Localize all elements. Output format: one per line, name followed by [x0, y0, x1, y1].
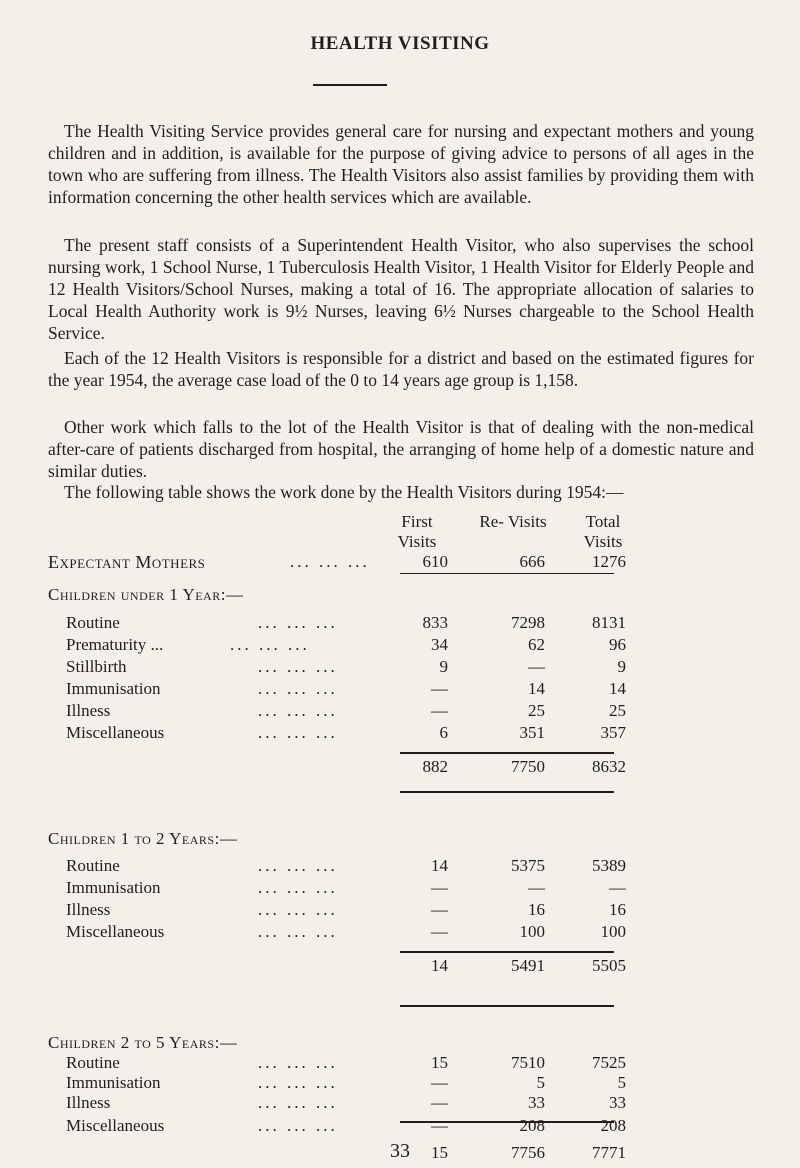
leader-dots: ... ... ... — [258, 922, 338, 941]
cell-revisits: 62 — [528, 635, 545, 654]
cell-revisits: 5375 — [511, 856, 545, 875]
table-row — [0, 701, 800, 721]
row-label: Stillbirth — [66, 657, 127, 676]
section-heading: Children under 1 Year:— — [48, 585, 244, 604]
table-row — [0, 679, 800, 699]
cell-first: — — [431, 900, 448, 919]
cell-total: 1276 — [592, 552, 626, 571]
cell-first: 9 — [439, 657, 448, 676]
cell-total: 16 — [609, 900, 626, 919]
leader-dots: ... ... ... — [258, 900, 338, 919]
leader-dots: ... ... ... — [230, 635, 310, 654]
expectant-mothers-row — [0, 552, 800, 572]
cell-total: 9 — [617, 657, 626, 676]
section-heading: Children 2 to 5 Years:— — [48, 1033, 238, 1052]
column-header-total-visits: Total Visits — [583, 512, 623, 551]
row-label: Routine — [66, 1053, 120, 1072]
leader-dots: ... ... ... — [258, 1053, 338, 1072]
totals-row — [0, 757, 800, 777]
cell-first: 14 — [431, 856, 448, 875]
cell-first: — — [431, 1073, 448, 1092]
paragraph-2: The present staff consists of a Superintendent Health Visitor, who also supervises the school nursing work, 1 School Nurse, 1 Tuberculosis Health Visitor, 1 Health Visitor for Elderly People and 12 Health Visitors/School Nurses, making a total of 16. The appropriate allocation of salaries to Local Health Authority work is 9½ Nurses, leaving 6½ Nurses chargeable to the School Health Service. — [48, 235, 754, 343]
totals-rule — [400, 752, 614, 754]
table-rule — [400, 573, 614, 574]
row-label: Immunisation — [66, 679, 161, 698]
cell-first: — — [431, 878, 448, 897]
total-first: 15 — [431, 1143, 448, 1162]
cell-first: 15 — [431, 1053, 448, 1072]
title-divider — [313, 84, 387, 86]
table-row — [0, 1116, 800, 1136]
row-label: Routine — [66, 613, 120, 632]
cell-first: 6 — [439, 723, 448, 742]
page-number: 33 — [390, 1140, 410, 1162]
leader-dots: ... ... ... — [258, 701, 338, 720]
leader-dots: ... ... ... — [290, 552, 370, 571]
table-row — [0, 635, 800, 655]
table-row — [0, 1073, 800, 1093]
leader-dots: ... ... ... — [258, 723, 338, 742]
cell-total: — — [609, 878, 626, 897]
cell-total: 5389 — [592, 856, 626, 875]
cell-first: 610 — [422, 552, 448, 571]
cell-total: 208 — [600, 1116, 626, 1135]
row-label: Prematurity ... — [66, 635, 164, 654]
total-first: 14 — [431, 956, 448, 975]
total-revisits: 5491 — [511, 956, 545, 975]
cell-first: — — [431, 679, 448, 698]
paragraph-4: Other work which falls to the lot of the Health Visitor is that of dealing with the non-medical after-care of patients discharged from hospital, the arranging of home help of a domestic nature and similar duties. — [48, 417, 754, 481]
table-row — [0, 657, 800, 677]
table-row — [0, 1093, 800, 1113]
row-label: Immunisation — [66, 1073, 161, 1092]
column-header-revisits: Re- Visits — [479, 512, 547, 531]
cell-first: 833 — [422, 613, 448, 632]
leader-dots: ... ... ... — [258, 1073, 338, 1092]
row-label: Illness — [66, 900, 111, 919]
column-header-first-visits: First Visits — [397, 512, 437, 551]
cell-revisits: 16 — [528, 900, 545, 919]
cell-revisits: 7298 — [511, 613, 545, 632]
total-total: 5505 — [592, 956, 626, 975]
totals-rule — [400, 791, 614, 793]
total-total: 8632 — [592, 757, 626, 776]
page-title: HEALTH VISITING — [310, 33, 490, 54]
cell-revisits: 14 — [528, 679, 545, 698]
leader-dots: ... ... ... — [258, 679, 338, 698]
leader-dots: ... ... ... — [258, 856, 338, 875]
leader-dots: ... ... ... — [258, 1116, 338, 1135]
row-label: Illness — [66, 1093, 111, 1112]
cell-revisits: 5 — [536, 1073, 545, 1092]
table-row — [0, 1053, 800, 1073]
row-label: Immunisation — [66, 878, 161, 897]
section-heading: Children 1 to 2 Years:— — [48, 829, 238, 848]
total-revisits: 7756 — [511, 1143, 545, 1162]
cell-total: 33 — [609, 1093, 626, 1112]
cell-revisits: 666 — [519, 552, 545, 571]
cell-total: 357 — [600, 723, 626, 742]
cell-revisits: — — [528, 657, 545, 676]
cell-revisits: 100 — [519, 922, 545, 941]
cell-total: 100 — [600, 922, 626, 941]
total-total: 7771 — [592, 1143, 626, 1162]
paragraph-1: The Health Visiting Service provides general care for nursing and expectant mothers and young children and in addition, is available for the purpose of giving advice to persons of all ages in the town who are suffering from illness. The Health Visitors also assist families by providing them with information concerning the other health services which are available. — [48, 121, 754, 207]
totals-row — [0, 956, 800, 976]
leader-dots: ... ... ... — [258, 657, 338, 676]
table-row — [0, 856, 800, 876]
table-intro: The following table shows the work done by the Health Visitors during 1954:— — [64, 482, 624, 502]
table-row — [0, 878, 800, 898]
paragraph-3: Each of the 12 Health Visitors is responsible for a district and based on the estimated figures for the year 1954, the average case load of the 0 to 14 years age group is 1,158. — [48, 348, 754, 390]
row-label: Miscellaneous — [66, 1116, 165, 1135]
cell-first: 34 — [431, 635, 448, 654]
total-first: 882 — [422, 757, 448, 776]
cell-revisits: — — [528, 878, 545, 897]
row-label: Routine — [66, 856, 120, 875]
cell-first: — — [431, 922, 448, 941]
table-row — [0, 900, 800, 920]
totals-rule — [400, 1121, 614, 1123]
totals-rule — [400, 951, 614, 953]
cell-total: 25 — [609, 701, 626, 720]
cell-first: — — [431, 701, 448, 720]
leader-dots: ... ... ... — [258, 613, 338, 632]
row-label: Expectant Mothers — [48, 552, 206, 572]
cell-revisits: 351 — [519, 723, 545, 742]
cell-first: — — [431, 1116, 448, 1135]
table-row — [0, 723, 800, 743]
cell-total: 8131 — [592, 613, 626, 632]
row-label: Miscellaneous — [66, 723, 165, 742]
table-row — [0, 613, 800, 633]
cell-total: 5 — [617, 1073, 626, 1092]
row-label: Miscellaneous — [66, 922, 165, 941]
cell-first: — — [431, 1093, 448, 1112]
cell-revisits: 25 — [528, 701, 545, 720]
table-row — [0, 922, 800, 942]
cell-total: 14 — [609, 679, 626, 698]
cell-total: 96 — [609, 635, 626, 654]
totals-rule — [400, 1005, 614, 1007]
row-label: Illness — [66, 701, 111, 720]
cell-revisits: 208 — [519, 1116, 545, 1135]
cell-total: 7525 — [592, 1053, 626, 1072]
cell-revisits: 33 — [528, 1093, 545, 1112]
leader-dots: ... ... ... — [258, 1093, 338, 1112]
leader-dots: ... ... ... — [258, 878, 338, 897]
cell-revisits: 7510 — [511, 1053, 545, 1072]
total-revisits: 7750 — [511, 757, 545, 776]
